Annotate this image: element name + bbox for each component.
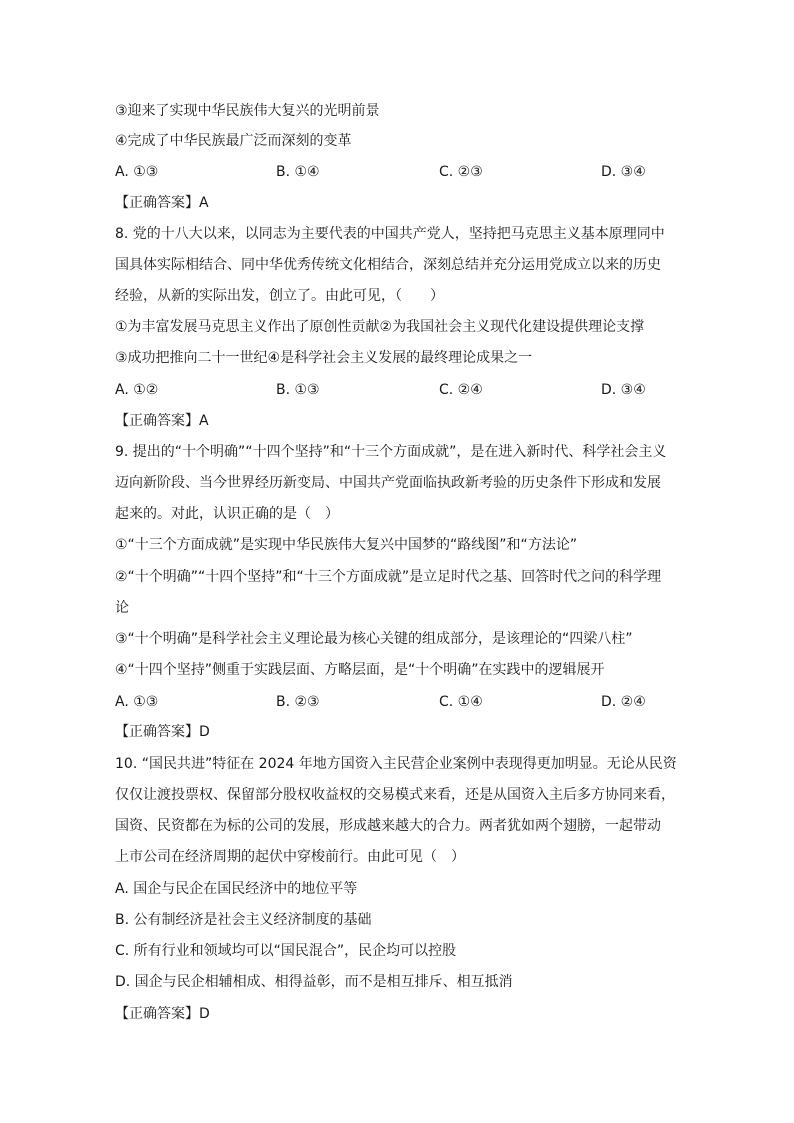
q8-option-c: C. ②④ [439,382,483,398]
q9-statement-4: ④“十四个坚持”侧重于实践层面、方略层面，是“十个明确”在实践中的逻辑展开 [115,662,605,678]
q8-statements-3-4: ③成功把推向二十一世纪④是科学社会主义发展的最终理论成果之一 [115,350,533,366]
q8-stem-line-3: 经验，从新的实际出发，创立了。由此可见，（ ） [115,288,444,304]
q8-statements-1-2: ①为丰富发展马克思主义作出了原创性贡献②为我国社会主义现代化建设提供理论支撑 [115,319,645,335]
q7-option-a: A. ①③ [115,164,159,180]
q8-option-d: D. ③④ [601,382,646,398]
q10-stem-line-3: 国资、民资都在为标的公司的发展，形成越来越大的合力。两者犹如两个翅膀，一起带动 [115,818,661,834]
q9-stem-line-2: 迈向新阶段、当今世界经历新变局、中国共产党面临执政新考验的历史条件下形成和发展 [115,475,661,491]
q7-option-c: C. ②③ [439,164,483,180]
q8-option-a: A. ①② [115,382,159,398]
q10-option-b: B. 公有制经济是社会主义经济制度的基础 [115,912,372,928]
q7-statement-3: ③迎来了实现中华民族伟大复兴的光明前景 [115,103,380,119]
q8-answer: 【正确答案】A [115,413,209,429]
q9-statement-2: ②“十个明确”“十四个坚持”和“十三个方面成就”是立足时代之基、回答时代之问的科学理 [115,569,662,585]
q10-stem-line-1: 10. “国民共进”特征在 2024 年地方国资入主民营企业案例中表现得更加明显。无论从民资 [115,756,677,772]
q10-option-c: C. 所有行业和领域均可以“国民混合”，民企均可以控股 [115,943,457,959]
q9-statement-2-cont: 论 [115,600,129,616]
q10-stem-line-2: 仅仅让渡投票权、保留部分股权收益权的交易模式来看，还是从国资入主后多方协同来看， [115,787,675,803]
q10-stem-line-4: 上市公司在经济周期的起伏中穿梭前行。由此可见（ ） [115,849,465,865]
q10-option-a: A. 国企与民企在国民经济中的地位平等 [115,881,358,897]
q9-option-d: D. ②④ [601,694,646,710]
q7-option-b: B. ①④ [276,164,320,180]
q10-answer: 【正确答案】D [115,1006,210,1022]
q9-option-a: A. ①③ [115,694,159,710]
q7-answer: 【正确答案】A [115,195,209,211]
q9-stem-line-1: 9. 提出的“十个明确”“十四个坚持”和“十三个方面成就”，是在进入新时代、科学社会主义 [115,444,667,460]
q8-option-b: B. ①③ [276,382,320,398]
q10-option-d: D. 国企与民企相辅相成、相得益彰，而不是相互排斥、相互抵消 [115,974,513,990]
q7-option-d: D. ③④ [601,164,646,180]
q9-answer: 【正确答案】D [115,724,210,740]
q9-option-b: B. ②③ [276,694,320,710]
q9-stem-line-3: 起来的。对此，认识正确的是（ ） [115,506,339,522]
q7-statement-4: ④完成了中华民族最广泛而深刻的变革 [115,133,352,149]
q9-option-c: C. ①④ [439,694,483,710]
q8-stem-line-1: 8. 党的十八大以来，以同志为主要代表的中国共产党人，坚持把马克思主义基本原理同中 [115,226,665,242]
q9-statement-1: ①“十三个方面成就”是实现中华民族伟大复兴中国梦的“路线图”和“方法论” [115,537,578,553]
q9-statement-3: ③“十个明确”是科学社会主义理论最为核心关键的组成部分，是该理论的“四梁八柱” [115,631,633,647]
q8-stem-line-2: 国具体实际相结合、同中华优秀传统文化相结合，深刻总结并充分运用党成立以来的历史 [115,257,661,273]
